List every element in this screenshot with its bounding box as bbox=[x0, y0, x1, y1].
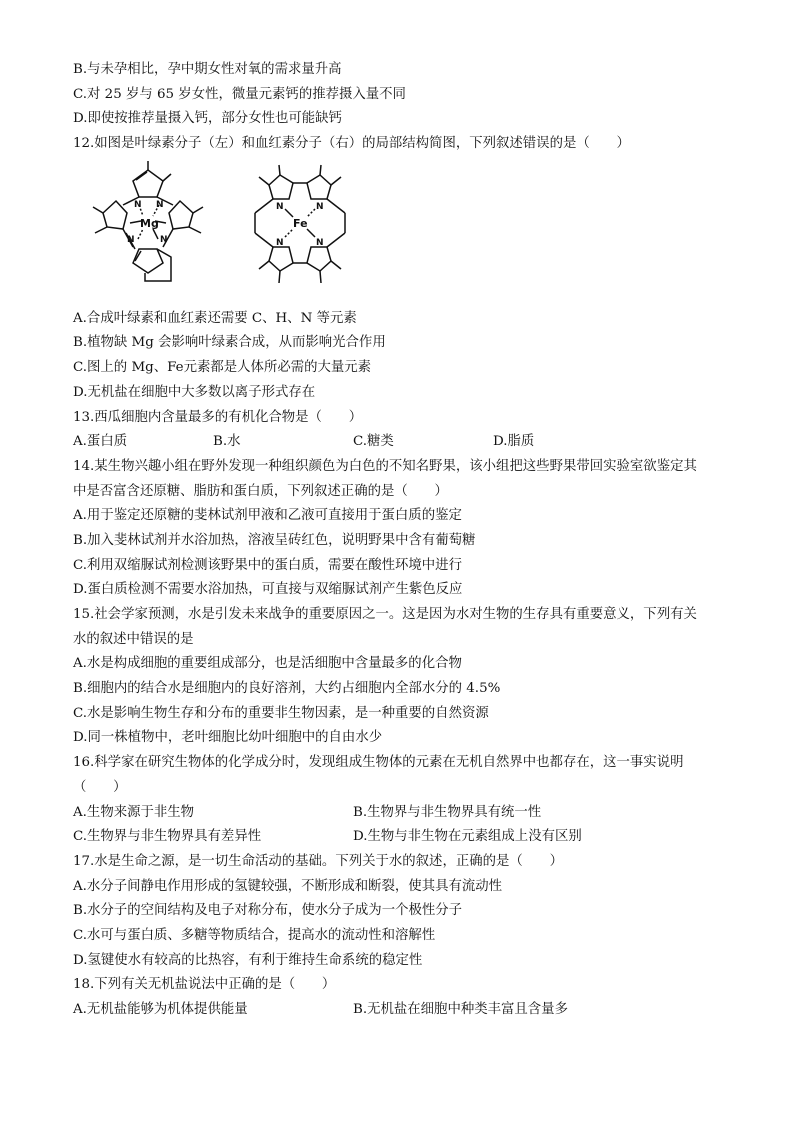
heme-n-top-left: N bbox=[276, 201, 284, 212]
chlorophyll-metal-label: Mg bbox=[140, 216, 159, 230]
chlorophyll-structure bbox=[83, 161, 213, 295]
chlorophyll-n-top-right: N bbox=[156, 199, 164, 210]
heme-n-bottom-left: N bbox=[276, 237, 284, 248]
q12-option-c: C.图上的 Mg、Fe元素都是人体所必需的大量元素 bbox=[73, 360, 372, 376]
q18-option-b: B.无机盐在细胞中种类丰富且含量多 bbox=[353, 1002, 568, 1017]
q14-option-c: C.利用双缩脲试剂检测该野果中的蛋白质，需要在酸性环境中进行 bbox=[73, 557, 462, 573]
q16-options-row2 bbox=[73, 825, 733, 850]
q14-stem-line2: 中是否富含还原糖、脂肪和蛋白质，下列叙述正确的是（ ） bbox=[73, 483, 448, 499]
q13-options bbox=[73, 430, 733, 455]
q16-stem-line1: 16.科学家在研究生物体的化学成分时，发现组成生物体的元素在无机自然界中也都存在，这一事实说明 bbox=[73, 755, 684, 771]
q11-option-c: C.对 25 岁与 65 岁女性，微量元素钙的推荐摄入量不同 bbox=[73, 86, 406, 102]
q17-option-a: A.水分子间静电作用形成的氢键较强，不断形成和断裂，使其具有流动性 bbox=[73, 878, 503, 894]
q15-option-b: B.细胞内的结合水是细胞内的良好溶剂，大约占细胞内全部水分的 4.5% bbox=[73, 681, 501, 697]
q11-option-b: B.与未孕相比，孕中期女性对氧的需求量升高 bbox=[73, 62, 342, 77]
porphyrin-figure bbox=[83, 161, 733, 301]
q14-option-a: A.用于鉴定还原糖的斐林试剂甲液和乙液可直接用于蛋白质的鉴定 bbox=[73, 508, 462, 524]
heme-n-top-right: N bbox=[316, 201, 324, 212]
heme-metal-label: Fe bbox=[293, 216, 308, 230]
q15-stem-line2: 水的叙述中错误的是 bbox=[73, 631, 194, 647]
heme-n-bottom-right: N bbox=[316, 237, 324, 248]
q18-stem: 18.下列有关无机盐说法中正确的是（ ） bbox=[73, 977, 336, 993]
q17-option-b: B.水分子的空间结构及电子对称分布，使水分子成为一个极性分子 bbox=[73, 903, 463, 919]
q16-option-b: B.生物界与非生物界具有统一性 bbox=[353, 804, 542, 820]
q16-options-row1 bbox=[73, 801, 733, 826]
q15-option-c: C.水是影响生物生存和分布的重要非生物因素，是一种重要的自然资源 bbox=[73, 705, 489, 721]
q13-option-c: C.糖类 bbox=[353, 434, 394, 450]
q18-option-a: A.无机盐能够为机体提供能量 bbox=[73, 1002, 248, 1017]
q14-option-b: B.加入斐林试剂并水浴加热，溶液呈砖红色，说明野果中含有葡萄糖 bbox=[73, 532, 476, 548]
q14-stem-line1: 14.某生物兴趣小组在野外发现一种组织颜色为白色的不知名野果，该小组把这些野果带回实验室欲鉴定其 bbox=[73, 458, 697, 474]
q12-option-b: B.植物缺 Mg 会影响叶绿素合成，从而影响光合作用 bbox=[73, 335, 386, 351]
q18-options-row1 bbox=[73, 998, 733, 1023]
q16-option-a: A.生物来源于非生物 bbox=[73, 804, 195, 820]
q14-option-d: D.蛋白质检测不需要水浴加热，可直接与双缩脲试剂产生紫色反应 bbox=[73, 582, 463, 598]
q13-stem: 13.西瓜细胞内含量最多的有机化合物是（ ） bbox=[73, 409, 363, 425]
q16-option-c: C.生物界与非生物界具有差异性 bbox=[73, 829, 262, 845]
q16-stem-line2: （ ） bbox=[73, 779, 127, 795]
q17-stem: 17.水是生命之源，是一切生命活动的基础。下列关于水的叙述，正确的是（ ） bbox=[73, 853, 563, 869]
heme-structure bbox=[235, 161, 365, 295]
q13-option-b: B.水 bbox=[213, 434, 241, 450]
q13-option-d: D.脂质 bbox=[493, 434, 535, 450]
q17-option-d: D.氢键使水有较高的比热容，有利于维持生命系统的稳定性 bbox=[73, 952, 423, 968]
q15-option-a: A.水是构成细胞的重要组成部分，也是活细胞中含量最多的化合物 bbox=[73, 656, 462, 672]
q12-stem: 12.如图是叶绿素分子（左）和血红素分子（右）的局部结构简图，下列叙述错误的是（ ） bbox=[73, 136, 630, 152]
q11-option-d: D.即使按推荐量摄入钙，部分女性也可能缺钙 bbox=[73, 111, 342, 127]
q15-option-d: D.同一株植物中，老叶细胞比幼叶细胞中的自由水少 bbox=[73, 730, 383, 746]
chlorophyll-n-bottom-right: N bbox=[160, 234, 168, 245]
q15-stem-line1: 15.社会学家预测，水是引发未来战争的重要原因之一。这是因为水对生物的生存具有重要意义，下列有关 bbox=[73, 607, 697, 622]
exam-page bbox=[73, 58, 733, 1023]
q12-option-d: D.无机盐在细胞中大多数以离子形式存在 bbox=[73, 384, 316, 400]
chlorophyll-n-top-left: N bbox=[134, 199, 142, 210]
chlorophyll-n-bottom-left: N bbox=[127, 234, 135, 245]
q17-option-c: C.水可与蛋白质、多糖等物质结合，提高水的流动性和溶解性 bbox=[73, 927, 436, 943]
q16-option-d: D.生物与非生物在元素组成上没有区别 bbox=[353, 829, 582, 845]
q13-option-a: A.蛋白质 bbox=[73, 434, 128, 450]
q12-option-a: A.合成叶绿素和血红素还需要 C、H、N 等元素 bbox=[73, 310, 357, 326]
